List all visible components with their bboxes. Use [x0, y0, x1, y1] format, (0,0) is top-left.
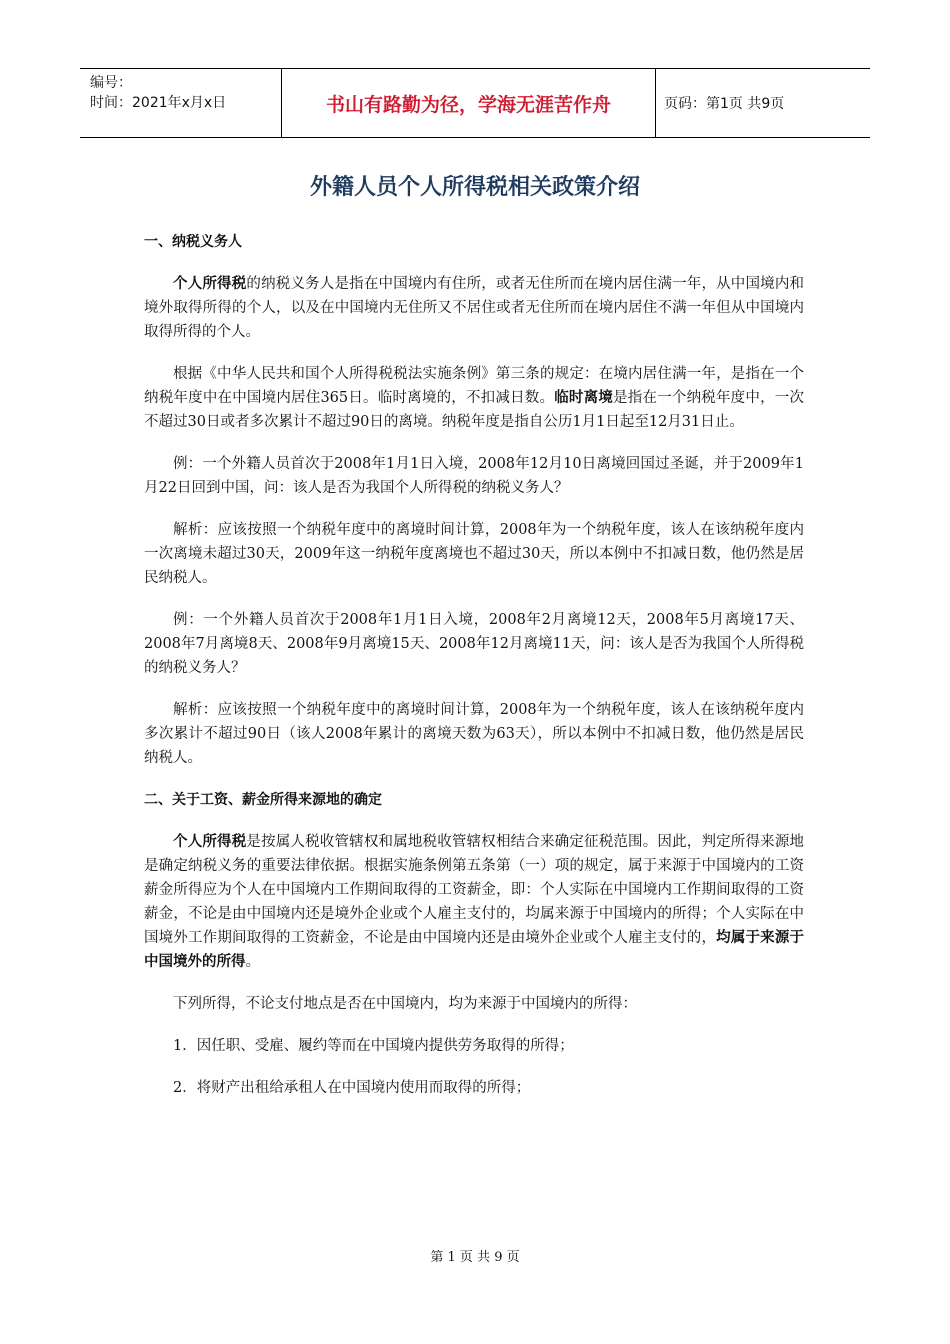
paragraph-text: 是按属人税收管辖权和属地税收管辖权相结合来确定征税范围。因此，判定所得来源地是确定纳税义务的重要法律依据。根据实施条例第五条第（一）项的规定，属于来源于中国境内的工资薪金所得应为个人在中国境内工作期间取得的工资薪金，即：个人实际在中国境内工作期间取得的工资薪金，不论是由中国境内还是境外企业或个人雇主支付的，均属来源于中国境内的所得；个人实际在中国境外工作期间取得的工资薪金，不论是由中国境内还是由境外企业或个人雇主支付的，: [144, 834, 805, 946]
header-motto: 书山有路勤为径，学海无涯苦作舟: [282, 69, 656, 137]
section-heading-2: 二、关于工资、薪金所得来源地的确定: [144, 792, 382, 808]
paragraph-text: 是指在一个纳税年度中，一次不超过30日或者多次累计不超过90日的离境。纳税年度是指自公历1月1日起至12月31日止。: [144, 390, 805, 430]
time-label: 时间：2021年x月x日: [90, 95, 227, 111]
paragraph-text: 的纳税义务人是指在中国境内有住所，或者无住所而在境内居住满一年，从中国境内和境外取得所得的个人，以及在中国境内无住所又不居住或者无住所而在境内居住不满一年但从中国境内取得所得的个人。: [144, 276, 805, 340]
paragraph-8: 下列所得，不论支付地点是否在中国境内，均为来源于中国境内的所得：: [173, 996, 637, 1012]
document-title: 外籍人员个人所得税相关政策介绍: [309, 175, 640, 200]
document-header: [80, 68, 870, 138]
bold-term: 个人所得税: [173, 834, 247, 850]
analysis-2: 解析：应该按照一个纳税年度中的离境时间计算，2008年为一个纳税年度，该人在该纳税年度内多次累计不超过90日（该人2008年累计的离境天数为63天），所以本例中不扣减日数，他仍然是居民纳税人。: [144, 702, 804, 766]
document-body: [144, 230, 804, 1118]
bold-term: 均属于来源于中国境外的所得: [144, 930, 805, 970]
bold-term: 个人所得税: [173, 276, 247, 292]
paragraph-text: 根据《中华人民共和国个人所得税税法实施条例》第三条的规定：在境内居住满一年，是指在一个纳税年度中在中国境内居住365日。临时离境的，不扣减日数。: [144, 366, 804, 406]
page-footer: 第 1 页 共 9 页: [430, 1250, 520, 1265]
paragraph-1: [144, 272, 804, 344]
list-item-2: 2．将财产出租给承租人在中国境内使用而取得的所得；: [173, 1080, 531, 1096]
header-page-info: 页码：第1页 共9页: [664, 96, 785, 112]
analysis-1: 解析：应该按照一个纳税年度中的离境时间计算，2008年为一个纳税年度，该人在该纳税年度内一次离境未超过30天，2009年这一纳税年度离境也不超过30天，所以本例中不扣减日数，他仍然是居民纳税人。: [144, 522, 804, 586]
example-1: 例：一个外籍人员首次于2008年1月1日入境，2008年12月10日离境回国过圣诞，并于2009年1月22日回到中国，问：该人是否为我国个人所得税的纳税义务人？: [144, 456, 804, 496]
paragraph-2: [144, 362, 804, 434]
header-meta: [80, 69, 282, 137]
bold-term: 临时离境: [554, 390, 614, 406]
example-2: 例：一个外籍人员首次于2008年1月1日入境，2008年2月离境12天，2008年5月离境17天、2008年7月离境8天、2008年9月离境15天、2008年12月离境11天，问：该人是否为我国个人所得税的纳税义务人？: [144, 612, 804, 676]
paragraph-text: 。: [245, 954, 260, 970]
paragraph-7: [144, 830, 804, 974]
section-heading-1: 一、纳税义务人: [144, 234, 242, 250]
number-label: 编号：: [90, 75, 132, 91]
list-item-1: 1．因任职、受雇、履约等而在中国境内提供劳务取得的所得；: [173, 1038, 574, 1054]
